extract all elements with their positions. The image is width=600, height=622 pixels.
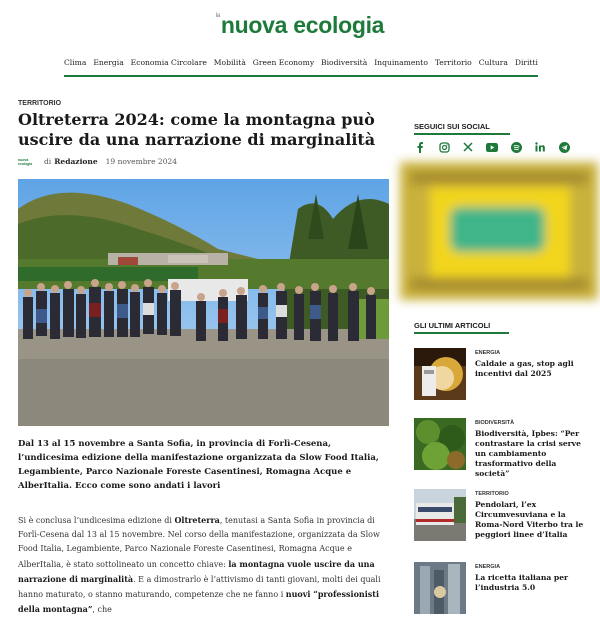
social-heading-underline [414, 133, 510, 135]
author-link[interactable]: Redazione [54, 157, 98, 166]
nav-divider [64, 75, 538, 77]
article-thumbnail[interactable] [414, 348, 466, 400]
x-icon[interactable] [462, 141, 474, 153]
article-title[interactable]: Biodiversità, Ipbes: “Per contrastare la crisi serve un cambiamento trasformativo della società” [475, 429, 581, 478]
article-date: 19 novembre 2024 [105, 157, 178, 166]
advertisement-banner[interactable] [410, 172, 588, 290]
latest-heading-underline [414, 332, 509, 334]
article-thumbnail[interactable] [414, 418, 466, 470]
body-highlight-key-concept: la montagna vuole uscire da una narrazione di marginalità [18, 558, 375, 584]
article-body [18, 513, 390, 617]
article-title[interactable]: La ricetta italiana per l’industria 5.0 [475, 573, 569, 592]
article-thumbnail[interactable] [414, 489, 466, 541]
author-avatar: nuova ecologia [18, 157, 33, 166]
body-highlight-professionals: nuovi “professionisti della montagna” [18, 589, 379, 615]
latest-article-card[interactable] [414, 562, 590, 622]
nav-item-biodiversita[interactable]: Biodiversità [321, 58, 368, 67]
telegram-icon[interactable] [558, 141, 570, 153]
article-category[interactable]: BIODIVERSITÀ [475, 420, 515, 426]
article-title: Oltreterra 2024: come la montagna può uscire da una narrazione di marginalità [18, 110, 376, 149]
body-segment: , tenutasi a Santa Sofia in provincia di Forlì-Cesena dal 13 al 15 novembre. Nel corso della manifestazione, organizzata da Slow Food Italia, Legambiente, Parco Nazionale Foreste Casentinesi, Romagna Acque e AlberItalia, è stato sottolineato un concetto chiave: [18, 516, 380, 569]
byline [18, 157, 177, 166]
article-title[interactable]: Pendolari, l’ex Circumvesuviana e la Roma-Nord Viterbo tra le peggiori linee d’Italia [475, 500, 584, 539]
body-segment: . E a dimostrarlo è l’attivismo di tanti giovani, molti dei quali hanno maturato, o stanno maturando, competenze che ne fanno i [18, 574, 381, 600]
main-nav [64, 58, 538, 67]
facebook-icon[interactable] [414, 141, 426, 153]
social-heading: SEGUICI SUI SOCIAL [414, 122, 490, 131]
nav-item-cultura[interactable]: Cultura [478, 58, 508, 67]
article-category[interactable]: TERRITORIO [18, 100, 62, 107]
social-links [414, 141, 570, 153]
linkedin-icon[interactable] [534, 141, 546, 153]
nav-item-green-economy[interactable]: Green Economy [252, 58, 315, 67]
latest-articles-heading: GLI ULTIMI ARTICOLI [414, 321, 491, 330]
article-category[interactable]: ENERGIA [475, 350, 501, 356]
nav-item-inquinamento[interactable]: Inquinamento [374, 58, 428, 67]
youtube-icon[interactable] [486, 141, 498, 153]
body-segment: Si è conclusa l’undicesima edizione di [18, 516, 175, 525]
logo-prefix: la [215, 13, 220, 19]
body-highlight-oltreterra: Oltreterra [174, 515, 220, 525]
article-title[interactable]: Caldaie a gas, stop agli incentivi dal 2025 [475, 359, 574, 378]
article-lead: Dal 13 al 15 novembre a Santa Sofia, in provincia di Forlì-Cesena, l’undicesima edizione della manifestazione organizzata da Slow Food Italia, Legambiente, Parco Nazionale Foreste Casentinesi, Romagna Acque e AlberItalia. Ecco come sono andati i lavori [18, 439, 379, 491]
byline-prefix: di [44, 157, 52, 166]
hero-image [18, 179, 389, 426]
latest-article-card[interactable] [414, 489, 590, 549]
nav-item-energia[interactable]: Energia [93, 58, 124, 67]
nav-item-clima[interactable]: Clima [64, 58, 87, 67]
latest-article-card[interactable] [414, 348, 590, 408]
site-logo[interactable] [0, 12, 600, 39]
nav-item-mobilita[interactable]: Mobilità [213, 58, 246, 67]
instagram-icon[interactable] [438, 141, 450, 153]
spotify-icon[interactable] [510, 141, 522, 153]
article-category[interactable]: TERRITORIO [475, 491, 509, 497]
nav-item-territorio[interactable]: Territorio [434, 58, 472, 67]
latest-article-card[interactable] [414, 418, 590, 478]
article-category[interactable]: ENERGIA [475, 564, 501, 570]
nav-item-diritti[interactable]: Diritti [514, 58, 538, 67]
body-segment: , che [92, 605, 112, 615]
article-thumbnail[interactable] [414, 562, 466, 614]
nav-item-economia-circolare[interactable]: Economia Circolare [130, 58, 207, 67]
logo-text: nuova ecologia [220, 12, 385, 38]
